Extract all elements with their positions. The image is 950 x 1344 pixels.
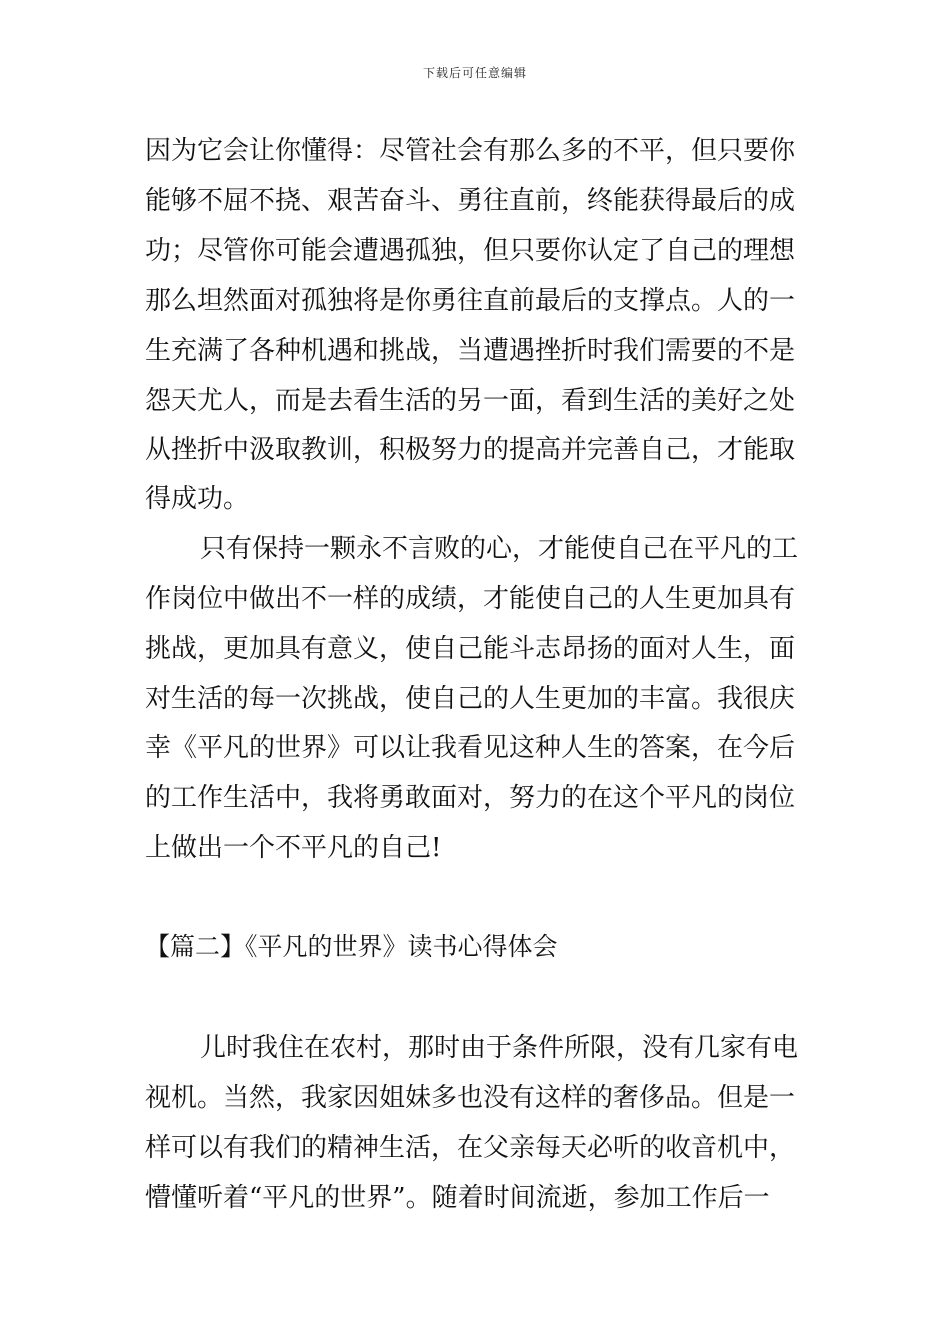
paragraph-line: 从挫折中汲取教训，积极努力的提高并完善自己，才能取 — [145, 435, 796, 465]
paragraph-line: 生充满了各种机遇和挑战，当遭遇挫折时我们需要的不是 — [145, 336, 796, 366]
paragraph-line: 视机。当然，我家因姐妹多也没有这样的奢侈品。但是一 — [145, 1083, 796, 1113]
paragraph-line: 只有保持一颗永不言败的心，才能使自己在平凡的工 — [200, 534, 799, 564]
paragraph-line: 上做出一个不平凡的自己! — [145, 833, 442, 863]
paragraph-line: 作岗位中做出不一样的成绩，才能使自己的人生更加具有 — [145, 584, 796, 614]
page-header: 下载后可任意编辑 — [422, 66, 527, 80]
paragraph-line: 对生活的每一次挑战，使自己的人生更加的丰富。我很庆 — [145, 684, 796, 714]
paragraph-line: 得成功。 — [145, 484, 250, 514]
paragraph-line: 的工作生活中，我将勇敢面对，努力的在这个平凡的岗位 — [145, 783, 796, 813]
paragraph-line: 怨天尤人，而是去看生活的另一面，看到生活的美好之处 — [145, 386, 796, 416]
paragraph-line: 那么坦然面对孤独将是你勇往直前最后的支撑点。人的一 — [145, 286, 796, 316]
section-heading: 【篇二】《平凡的世界》读书心得体会 — [145, 932, 558, 961]
paragraph-line: 儿时我住在农村，那时由于条件所限，没有几家有电 — [200, 1033, 799, 1063]
paragraph-line: 幸《平凡的世界》可以让我看见这种人生的答案，在今后 — [145, 733, 796, 763]
paragraph-line: 能够不屈不挠、艰苦奋斗、勇往直前，终能获得最后的成 — [145, 186, 796, 216]
paragraph-line: 因为它会让你懂得：尽管社会有那么多的不平，但只要你 — [145, 136, 796, 166]
paragraph-line: 功；尽管你可能会遭遇孤独，但只要你认定了自己的理想 — [145, 236, 796, 266]
paragraph-line: 懵懂听着“平凡的世界”。随着时间流逝，参加工作后一 — [145, 1183, 770, 1213]
paragraph-line: 挑战，更加具有意义，使自己能斗志昂扬的面对人生，面 — [145, 634, 796, 664]
paragraph-line: 样可以有我们的精神生活，在父亲每天必听的收音机中， — [145, 1133, 796, 1163]
